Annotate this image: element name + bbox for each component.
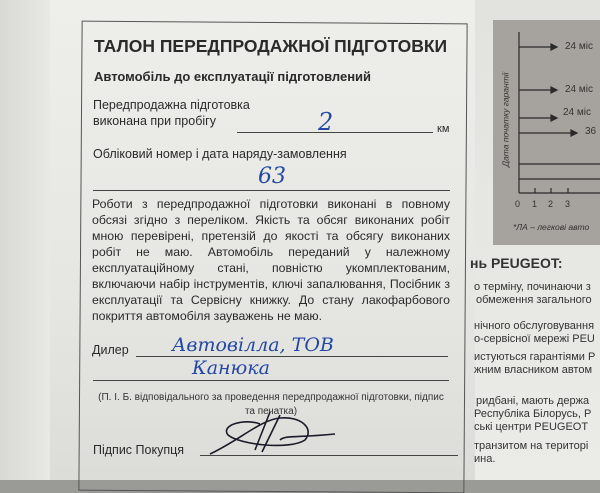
- dealer-value[interactable]: Автовілла, ТОВ: [172, 334, 334, 356]
- text-line: о-сервісної мережі PEU: [474, 333, 595, 345]
- form-subtitle: Автомобіль до експлуатації підготовлений: [94, 69, 372, 84]
- text-line: ські центри PEUGEOT: [474, 421, 589, 433]
- mileage-label-1: Передпродажна підготовка: [93, 98, 250, 112]
- order-value[interactable]: 63: [258, 164, 286, 189]
- arrow-label: 36: [585, 126, 597, 137]
- text-line: о терміну, починаючи з: [474, 281, 591, 293]
- order-field-line: [93, 190, 450, 191]
- x-tick: 1: [532, 199, 538, 209]
- background-page-edge: [0, 0, 52, 480]
- text-line: истуються гарантіями P: [474, 351, 596, 363]
- responsible-field-line: [93, 380, 449, 381]
- x-tick: 3: [565, 199, 571, 209]
- arrow-label: 24 міс: [565, 84, 593, 95]
- peugeot-heading: нь PEUGEOT:: [470, 255, 563, 271]
- mileage-value[interactable]: 2: [318, 108, 334, 136]
- chart-y-label: Дата початку гарантії: [500, 72, 511, 167]
- buyer-signature-label: Підпис Покупця: [93, 443, 185, 457]
- text-line: Республіка Білорусь, Р: [474, 408, 592, 420]
- warranty-chart: [493, 20, 600, 245]
- text-line: нічного обслуговування: [474, 320, 595, 332]
- arrow-label: 24 міс: [565, 41, 593, 52]
- chart-footnote: *ЛА – легкові авто: [513, 222, 590, 232]
- text-line: ина.: [474, 453, 496, 465]
- arrow-label: 24 міс: [563, 107, 591, 118]
- text-line: транзитом на територі: [474, 440, 589, 452]
- statement-text: Роботи з передпродажної підготовки виконані в повному обсязі згідно з переліком. Якість та обсяг виконаних робіт мною перевірені, претензій до якості та обсягу виконаних робіт не маю. Автомобіль переданий у належному експлуатаційному стані, повністю укомплектованим, включаючи набір інструментів, ключі запалювання, Посібник з експлуатації та Сервісну книжку. До стану лакофарбового покриття автомобіля зауважень не маю.: [92, 197, 450, 323]
- mileage-field-line: [237, 132, 433, 133]
- responsible-name[interactable]: Канюка: [192, 357, 270, 379]
- dealer-field-line: [136, 356, 448, 357]
- text-line: обмеження загального: [476, 294, 592, 306]
- responsible-note: (П. І. Б. відповідального за проведення передпродажної підготовки, підпис та печатка): [98, 392, 444, 417]
- dealer-label: Дилер: [92, 343, 129, 357]
- text-line: ридбані, мають держа: [476, 395, 590, 407]
- order-label: Обліковий номер і дата наряду-замовлення: [93, 147, 347, 161]
- mileage-unit: км: [437, 123, 450, 135]
- x-tick: 2: [548, 199, 554, 209]
- text-line: жним власником автом: [474, 364, 593, 376]
- x-tick: 0: [515, 199, 521, 209]
- form-title: ТАЛОН ПЕРЕДПРОДАЖНОЇ ПІДГОТОВКИ: [94, 36, 448, 56]
- mileage-label-2: виконана при пробігу: [93, 114, 216, 128]
